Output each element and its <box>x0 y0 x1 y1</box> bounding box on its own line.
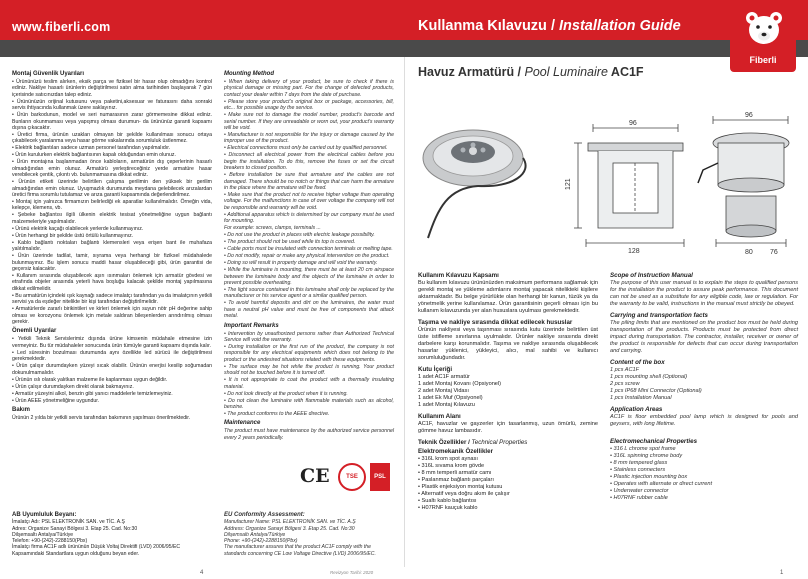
paragraph: • Armatür yüzeyini alkol, benzin gibi yanıcı maddelerle temizlemeyiniz. <box>12 390 173 397</box>
guide-title: Kullanma Kılavuzu / Installation Guide <box>418 18 681 34</box>
footer-line: İmalatçı Adı: PSL ELEKTRONİK SAN. ve TİC. A.Ş <box>12 519 125 526</box>
header-stripe-left <box>0 40 404 57</box>
footer-line: İmalatçı firma AC1F adlı ürününün Düşük Voltaj Direktifi (LVD) 2006/95/EC Kapsamındaki Standartlara uygun olduğunu beyan eder. <box>12 544 181 557</box>
brand-name: Fiberli <box>749 55 777 65</box>
section-title: Teknik Özellikler / Technical Properties <box>418 439 528 446</box>
list-item: 1 pcs mounting shell (Optional) <box>610 374 688 380</box>
section-title: Electromechanical Properties <box>610 438 698 445</box>
list-item: 1 adet Montaj Kılavuzu <box>418 402 475 408</box>
paragraph: • Yetkili Teknik Servislerimiz dışında ürüne kimsenin müdahale etmesine izin vermeyiniz. Bu tür müdahaleler sonucunda ürün tümüyle garanti kapsamı dışında kalır. <box>12 336 212 349</box>
revision-date: Revizyon Tarihi: 2020 <box>330 570 374 575</box>
dim-label: 128 <box>628 248 640 255</box>
safety-warnings-tr <box>12 68 212 422</box>
list-item: • Paslanmaz bağlantı parçaları <box>418 477 494 483</box>
page-number-right: 1 <box>780 570 784 576</box>
list-item: 1 adet Montaj Kovanı (Opsiyonel) <box>418 381 502 387</box>
maintenance-title: Bakım <box>12 406 31 413</box>
paragraph: • Ürünü elektrik kaçağı olabilecek yerlerde kullanmayınız. <box>12 225 144 232</box>
paragraph: • The light source contained in this luminaire shall only be replaced by the manufacturer or his service agent or a similar qualified person. <box>224 287 394 300</box>
info-tr <box>418 268 598 512</box>
list-item: 2 adet Montaj Vidası <box>418 388 469 394</box>
paragraph: • Disconnect all electrical power from the electrical cables before you begin the installation. To do this, remove the fuses or set the circuit breakers to closed position. <box>224 152 394 172</box>
paragraph: • Şebeke bağlantısı ilgili ülkenin elektrik tesisat yönetmeliğine uygun bağlantı malzemeleriyle yapılmalıdır. <box>12 212 212 225</box>
list-item: 1 adet Ek Muf (Opsiyonel) <box>418 395 483 401</box>
paragraph: • Make sure that the product not to receive higher voltage than operating voltage. For the malfunctions in case of over voltage the company will not be responsible and warranty will be void. <box>224 191 394 211</box>
paragraph: • To avoid harmful deposits and dirt on the luminaires, the water must have a neutral pH value and must be free of components that attack metal. <box>224 300 394 320</box>
list-item: • Alternatif veya doğru akım ile çalışır <box>418 491 510 497</box>
paragraph: • Led süresinin bozulması durumunda aynı özellikte led sürücü ile değiştirilmesi gerekmektedir. <box>12 349 212 363</box>
list-item: • 8 mm temperli armatür camı <box>418 470 492 476</box>
list-item: 2 pcs screw <box>610 381 640 387</box>
paragraph: The purpose of this user manual is to explain the steps to qualified persons for the installation the product to assure peak performance. This document can not be used as a substitute for any eligible code, law or regulation. For the warranty to be valid, instructions in the manual must strictly be obeyed. <box>610 280 798 307</box>
paragraph: • Elektrik bağlantıları sadece uzman personel tarafından yapılmalıdır. <box>12 145 171 152</box>
footer-line: Address: Organize Sanayi Bölgesi 3. Etap 25. Cad. No:30 <box>224 525 355 532</box>
list-item: 1 pcs IP68 Mini Connector (Optional) <box>610 388 702 394</box>
paragraph: • Do not modify, repair or make any physical intervention on the product. <box>224 253 390 260</box>
paragraph: • Armatürlerde zararlı birikintileri ve kirleri önlemek için suyun nötr pH değerine sahip olması ve korozyonu önlemek için metale saldıran bileşenlerden arındırılmış olması gerekir. <box>12 306 212 326</box>
product-drawing <box>418 88 802 258</box>
paragraph: • Ürün barkodunun, model ve seri numarasının zarar görmemesine dikkat ediniz. Bunların okunmaması veya yapışmış olması durumun- da ürününüz garanti kapsamı dışına çıkacaktır. <box>12 112 212 131</box>
page-number-left: 4 <box>200 570 204 576</box>
section-title: Mounting Method <box>224 71 274 77</box>
product-title: Havuz Armatürü / Pool Luminaire AC1F <box>418 65 644 79</box>
paragraph: • Ürün herhangi bir şekilde üstü örtülü kullanmayınız. <box>12 232 134 239</box>
paragraph: • Ürünün ıslı olarak yalıtkan malzeme ile kaplanması uygun değildir. <box>12 376 168 383</box>
paragraph: • Üretici firma, ürünün uzakları olmayan bir şekilde kullanılması sonucu ortaya çıkabilecek yaralanma veya hasar görme vakalarında sorumluluk üstlenmez. <box>12 131 212 145</box>
maintenance-title: Maintenance <box>224 420 261 427</box>
mounting-method-en <box>224 68 394 442</box>
footer-line: Manufacturer Name: PSL ELEKTRONİK SAN. ve TİC. A.Ş <box>224 519 356 526</box>
paragraph: • Make sure not to damage the model number, product's barcode and serial number. If they are unreadable or worn out, your product's warranty will be void. <box>224 112 394 131</box>
footer-line: The manufacturer assures that the product AC1F comply with the standards concerning CE Low Voltage Directive (LVD) 2006/95/EC. <box>224 544 376 557</box>
important-title: Important Remarks <box>224 322 279 329</box>
paragraph: Bu kullanım kılavuzu ürününüzden maksimum performans sağlamak için gerekli montaj ve yükleme adımlarını montaj yapacak nitelikteki kişilere aktarmaktadır. Bu belge yürürlükte olan herhangi bir kanun, tüzük ya da yönetmelik yerine kullanılamaz. Ürün garantisinin geçerli olması için bu kullanım kılavuzunda yer alan hususlara uyulması gerekmektedir. <box>418 280 598 314</box>
lamp-photo <box>423 130 526 238</box>
section-title: Taşıma ve nakliye sırasında dikkat edilecek hususlar <box>418 319 573 326</box>
paragraph: • Kullanım sırasında oluşabilecek aşırı ısınmaları önlemek için armatür gövdesi ve etrafında objeler arasında yeterli hava boşluğu kalacak şekilde montaj yapılmasına dikkat edilmelidir. <box>12 273 212 292</box>
section-title: Elektromekanik Özellikler <box>418 448 493 455</box>
eu-declaration-tr <box>12 512 212 557</box>
section-title: Scope of Instruction Manual <box>610 272 693 279</box>
eu-declaration-en <box>224 512 394 557</box>
paragraph: • Montaj için yalnızca firmamızın belirlediği ek aparatlar kullanılmalıdır. Örneğin vida, kelepçe, klemens, vb. <box>12 198 212 212</box>
paragraph: • During installation or the first run of the product, the company is not responsible for any electrical equipments which does not belong to the product or the undesired situations related with these equipments. <box>224 343 394 363</box>
section-title: Kullanım Kılavuzu Kapsamı <box>418 272 499 279</box>
paragraph: • Ürün montajına başlanmadan önce kabloların, armatürün dış çeperlerinin hasarlı olmadığından emin olunuz. Armatürü yerleştireceğiniz yerde armatüre hasar verebilecek çentik, çıkıntı vb. bulunmamasına dikkat ediniz. <box>12 159 212 179</box>
technical-drawing-detail <box>698 116 789 247</box>
paragraph: • Do not use the product in places with electric leakage possibility. <box>224 232 375 239</box>
paragraph: • It is not appropriate to coat the product with a thermally insulating material. <box>224 377 394 390</box>
list-item: 1 pcs AC1F <box>610 367 640 373</box>
paragraph: • The product conforms to the AEEE directive. <box>224 410 330 417</box>
section-title: Kutu İçeriği <box>418 366 453 373</box>
important-title: Önemli Uyarılar <box>12 328 57 335</box>
footer-line: Dilşemsaltı Antalya/Türkiye <box>12 531 74 538</box>
paragraph: • Doing so will result in property damage and will void the warranty. <box>224 260 378 267</box>
list-item: 1 pcs Installation Manual <box>610 395 672 401</box>
certification-badges <box>300 463 390 495</box>
list-item: • 8 mm tempered glass <box>610 460 668 466</box>
website-url[interactable]: www.fiberli.com <box>12 20 111 34</box>
paragraph: • Before installation be sure that armature and the cables are not damaged. There should be no notch or things that can harm the armature in the place where the armature will be fixed. <box>224 172 394 191</box>
section-title: Application Areas <box>610 406 663 413</box>
paragraph: • Ürünün etiketi üzerinde belirtilen çalışma gerilimin den yüksek bir gerilim almadığından emin olunuz. Uyuşmazlık durumunda meydana gelebilecek arızalardan üretici firma sorumlu tutulamaz ve arıza garanti kapsamında değerlendirilmez. <box>12 179 212 198</box>
section-title: Content of the box <box>610 359 665 366</box>
paragraph: • Do not look directly at the product when it is running. <box>224 390 348 397</box>
paragraph: • When taking delivery of your product, be sure to check if there is physical damage or missing part. For the change of defected products, contact your dealer within 7 days from the date of purchase. <box>224 78 394 98</box>
section-title: Kullanım Alanı <box>418 413 461 420</box>
dim-label: 76 <box>770 249 778 256</box>
list-item: • Plastik enjeksiyon montaj kutusu <box>418 484 503 490</box>
list-item: 1 adet AC1F armatür <box>418 374 470 380</box>
list-item: • H07RNF rubber cable <box>610 495 668 501</box>
list-item: • 316L sıvama krom gövde <box>418 463 485 469</box>
paragraph: • Do not clean the luminaire with flammable materials such as alcohol, benzine. <box>224 397 394 410</box>
paragraph: • While the luminaire is mounting, there must be at least 20 cm airspace between the luminaire body and the objects of the luminaire in order to prevent possible overheating. <box>224 267 394 286</box>
section-title: Montaj Güvenlik Uyarıları <box>12 71 85 77</box>
dim-label: 80 <box>745 249 753 256</box>
paragraph: • The surface may be hot while the product is running. Your product should not be touched before it is turned off. <box>224 363 394 377</box>
psl-mark-icon: PSL <box>370 463 390 491</box>
footer-line: Dilşemsaltı Antalya/Türkiye <box>224 531 286 538</box>
paragraph: • Additional apparatus which is determined by our company must be used for mounting. <box>224 211 394 225</box>
paragraph: • Kablo bağlantı noktaları bağlantı klemensleri veya erişen bant ile muhafaza yalıtılmalıdır. <box>12 239 212 253</box>
list-item: • Operates with alternate or direct current <box>610 481 713 487</box>
footer-line: Adres: Organize Sanayi Bölgesi 3. Etap 25. Cad. No:30 <box>12 525 138 532</box>
paragraph: The piling limits that are mentioned on the product box must be held during transportation of the products. Products must be protected from direct impact during transportation. The contractor, installer, receiver or owner of the product is responsible for defects that can occur during transportation and carrying. <box>610 320 798 354</box>
info-en <box>610 268 798 502</box>
paragraph: For example: screws, clamps, terminals ... <box>224 225 321 232</box>
footer-title: AB Uyumluluk Beyanı: <box>12 512 77 518</box>
ce-mark-icon: CE <box>300 465 330 487</box>
paragraph: • Ürün kurulurken elektrik bağlantısının kapalı olduğundan emin olunuz. <box>12 152 176 159</box>
list-item: • Sualtı kablo bağlantısı <box>418 498 477 504</box>
tse-mark-icon: TSE <box>338 463 366 491</box>
paragraph: Ürünün nakliyesi veya taşınması sırasında kutu üzerinde belirtilen üst üste istifleme sınırlarına uyulmalıdır. Ürünler nakliye sırasında direkt darbelere karşı korunmalıdır. Taşıma ve nakliye sırasında oluşabilecek hasarlar yüklenici, yükleyici, alıcı, mal sahibi ve kullanıcı sorumluluğundadır. <box>418 327 598 361</box>
paragraph: • Electrical connections must only be carried out by qualified personnel. <box>224 145 388 152</box>
list-item: • 316 L chrome spot frame <box>610 446 676 452</box>
list-item: • Stainless connecters <box>610 467 666 473</box>
paragraph: • Ürününüzü teslim alırken, eksik parça ve fiziksel bir hasar olup olmadığını kontrol ediniz. Nakliye hasarlı ürünlerin değiştirilmesi satın alma tarihinden başlayarak 7 gün içerisinde satıcınızdan talep ediniz. <box>12 78 212 98</box>
paragraph: • Ürün çalışır durumdayken yüzeyi sıcak olabilir. Ürünün enerjisi kesilip soğumadan dokunulmamalıdır. <box>12 363 212 376</box>
page-divider <box>404 57 405 567</box>
bear-icon <box>743 8 785 48</box>
paragraph: • Bu armatürün içindeki ışık kaynağı sadece imalatçı tarafından ya da imalatçının yetkili servisi ya da eşdeğer nitelikte bir kişi tarafından değiştirilmelidir. <box>12 292 212 306</box>
paragraph: • Ürün AEEE yönetmeliğine uygundur. <box>12 397 100 404</box>
list-item: • H07RNF kauçuk kablo <box>418 505 478 511</box>
dim-label: 121 <box>565 178 572 190</box>
paragraph: • Ürün çalışır durumdayken direkt olarak bakmayınız. <box>12 383 134 390</box>
paragraph: AC1F, havuzlar ve gayzerler için tasarlanmış, uzun ömürlü, zemine gömme havuz lambasıdır. <box>418 421 598 434</box>
paragraph: • Ürününüzün orijinal kutusunu veya paketini,aksesuar ve faturasını daha sonraki servis ihtiyacında kullanmak üzere saklayınız. <box>12 98 212 112</box>
paragraph: • Manufacturer is not responsible for the injury or damage caused by the improper use of the product. <box>224 131 394 145</box>
paragraph: Ürünün 2 yılda bir yetkili servis tarafından bakımının yapılması önerilmektedir. <box>12 414 191 421</box>
paragraph: • The product should not be used while its top is covered. <box>224 239 356 246</box>
dim-label: 96 <box>629 120 637 127</box>
list-item: • 316L spinning chrome body <box>610 453 683 459</box>
list-item: • Plastic injection mounting box <box>610 474 688 480</box>
paragraph: AC1F is floor embedded pool lamp which is designed for pools and geysers, with long lifetime. <box>610 414 798 427</box>
footer-line: Phone: +90-(242)-2288150(Pbx) <box>224 538 298 545</box>
footer-title: EU Conformity Assessment: <box>224 512 305 518</box>
paragraph: • Intervention by unauthorized persons rather than Authorized Technical Service will void the warranty. <box>224 330 394 343</box>
technical-drawing-side <box>574 124 684 247</box>
paragraph: The product must have maintenance by the authorized service personnel every 2 years periodically. <box>224 428 394 441</box>
section-title: Carrying and transportation facts <box>610 312 708 319</box>
paragraph: • Cable ports must be insulated with connection terminals or melting tape. <box>224 246 393 253</box>
paragraph: • Please store your product's original box or package, accessories, bill, etc... for possible usage by the service. <box>224 98 394 112</box>
dim-label: 96 <box>745 112 753 119</box>
list-item: • Underwater connector <box>610 488 669 494</box>
list-item: • 316L krom spot aynası <box>418 456 478 462</box>
paragraph: • Ürün üzerinde tadilat, tamir, sıyrama veya herhangi bir fiziksel müdahalede bulunmayınız. Bu işlem sonucu maddi hasar oluşabileceği gibi, ürün garantisi de geçersiz kalacaktır. <box>12 253 212 272</box>
footer-line: Telefon: +90-(242)-2288150(Pbx) <box>12 538 88 545</box>
